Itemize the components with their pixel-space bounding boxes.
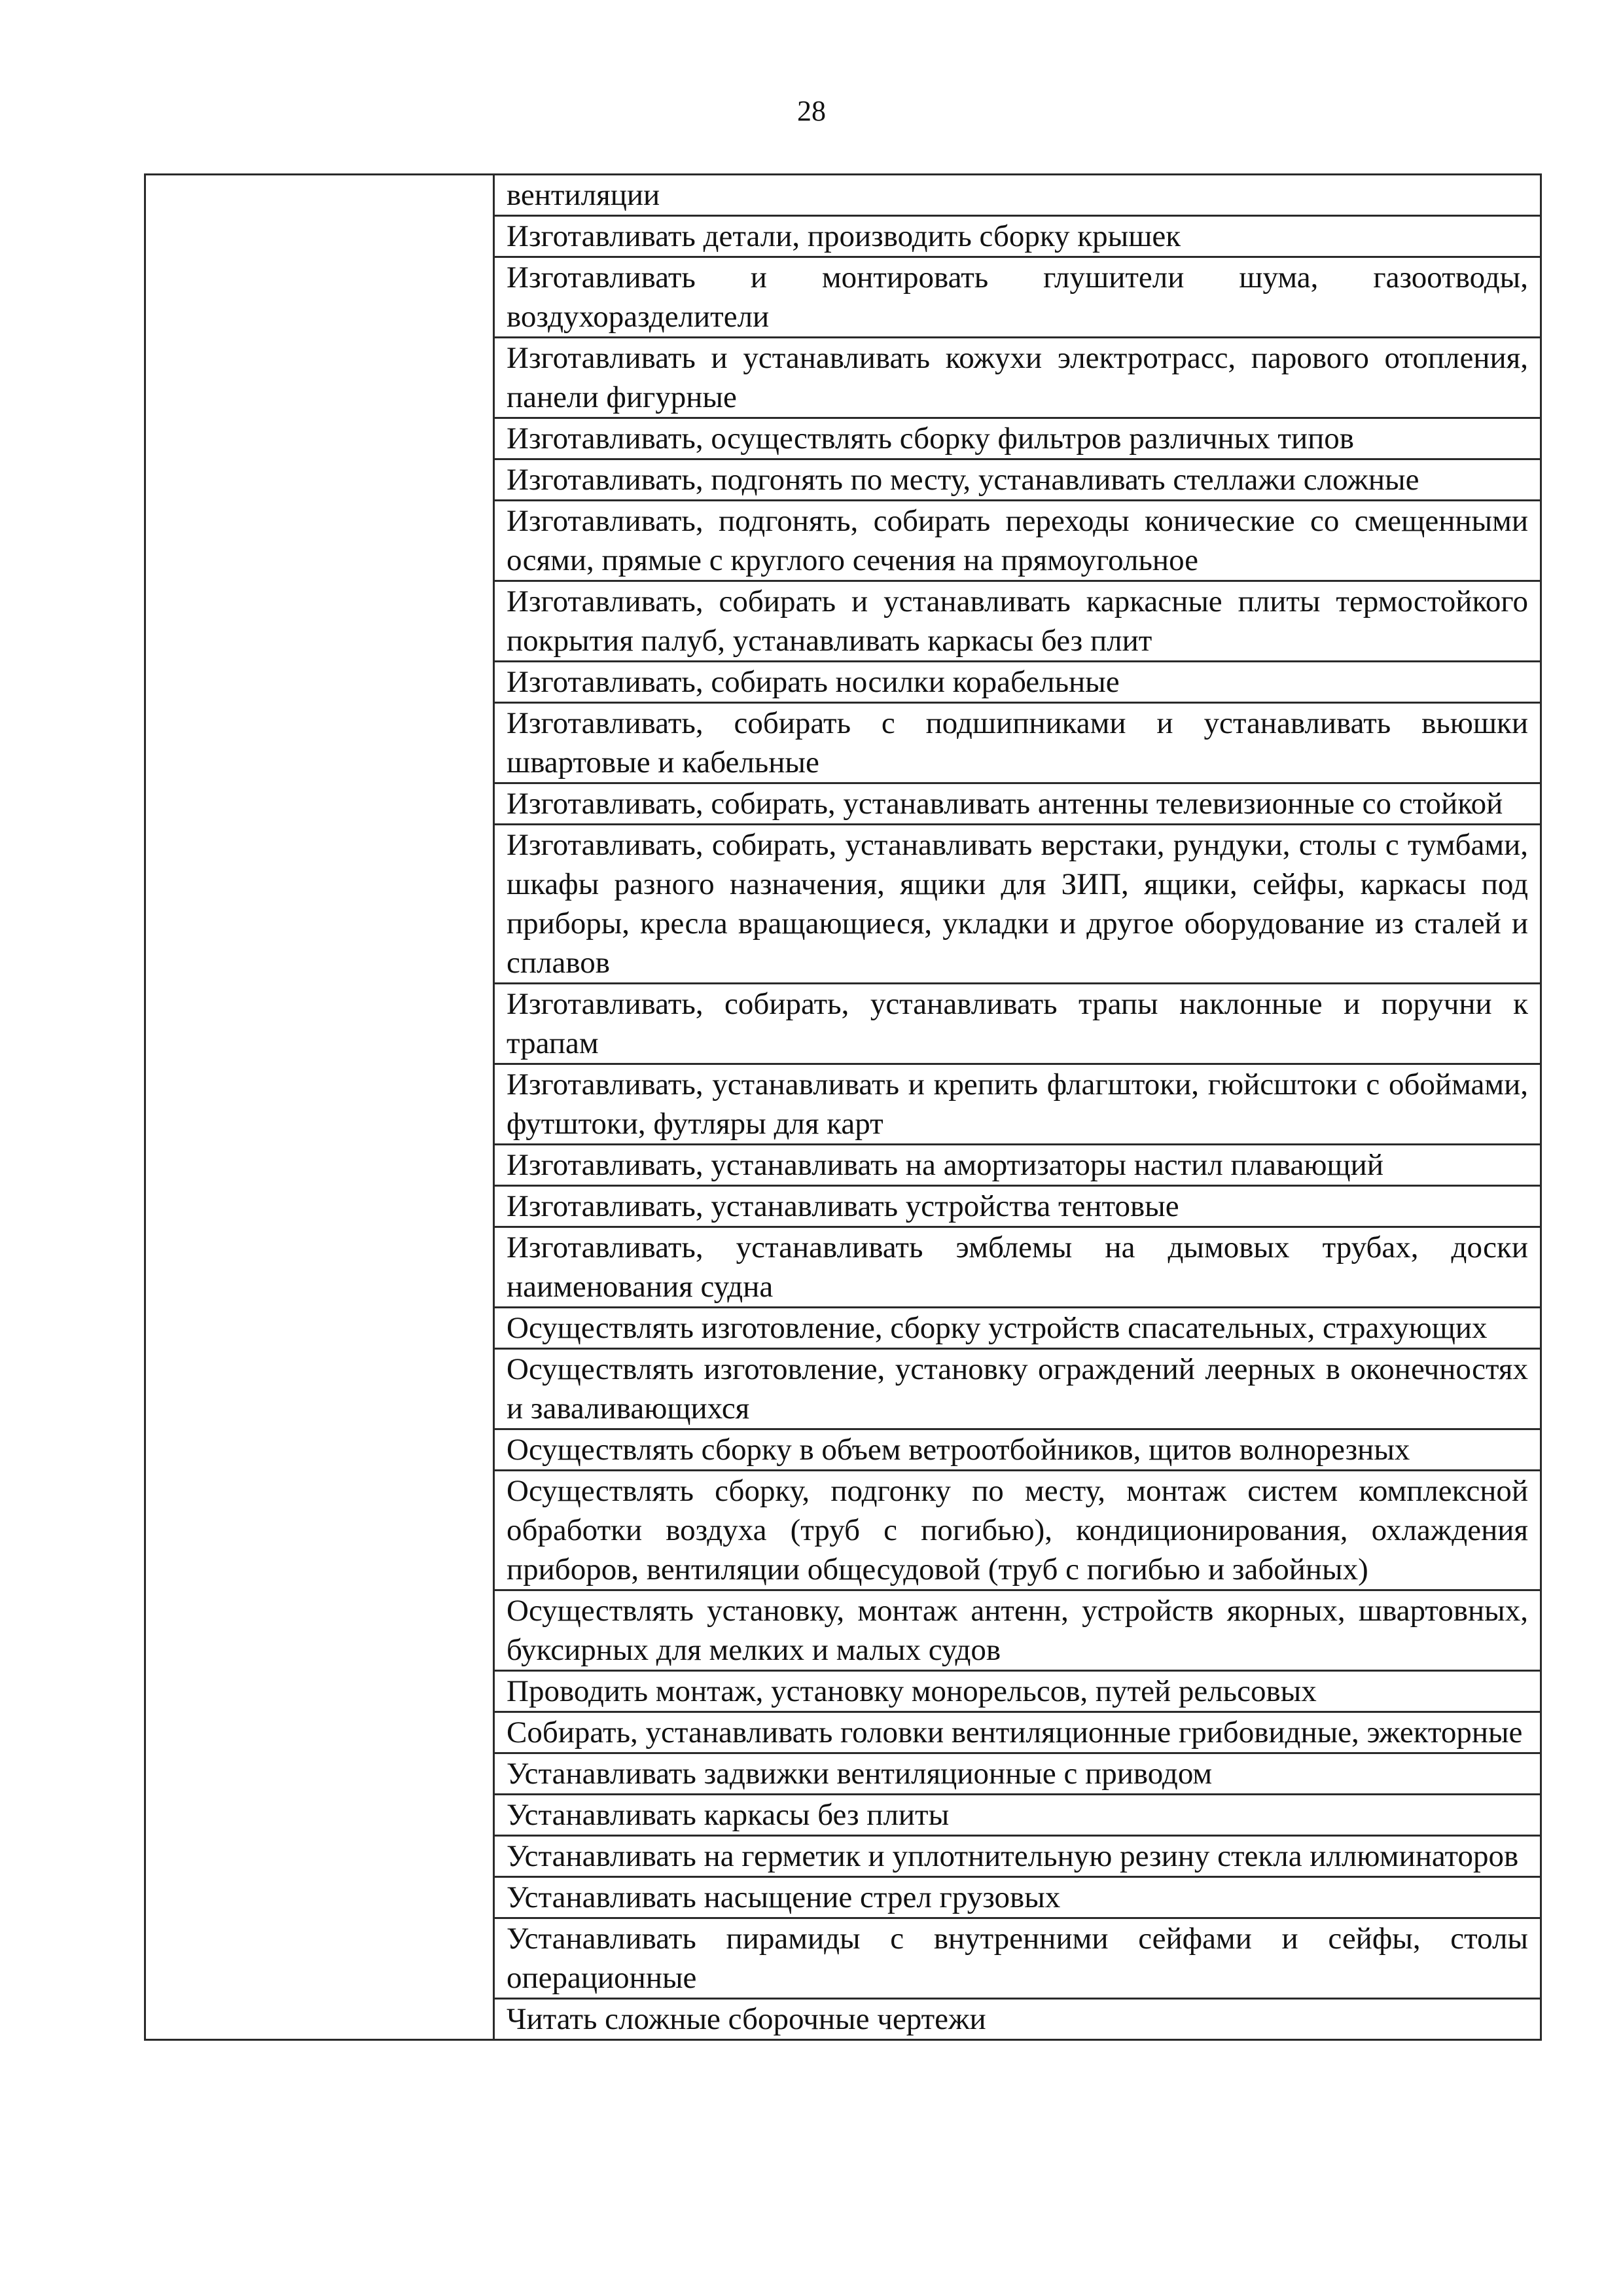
skill-cell: Осуществлять сборку, подгонку по месту, монтаж систем комплексной обработки воздуха (труб с погибью), кондиционирования, охлаждения приборов, вентиляции общесудовой (труб с погибью и забойных) [495, 1471, 1540, 1590]
skill-cell: Изготавливать и монтировать глушители шума, газоотводы, воздухоразделители [495, 257, 1540, 338]
skill-cell: Изготавливать, собирать, устанавливать трапы наклонные и поручни к трапам [495, 984, 1540, 1064]
skill-cell: Собирать, устанавливать головки вентиляционные грибовидные, эжекторные [495, 1712, 1540, 1753]
table-row [495, 662, 1540, 703]
table-row [495, 783, 1540, 825]
skill-cell: Изготавливать, устанавливать устройства тентовые [495, 1186, 1540, 1227]
skill-cell: Устанавливать каркасы без плиты [495, 1795, 1540, 1836]
skill-cell: Устанавливать на герметик и уплотнительную резину стекла иллюминаторов [495, 1836, 1540, 1877]
skill-cell: Осуществлять изготовление, сборку устройств спасательных, страхующих [495, 1308, 1540, 1349]
table-row [495, 984, 1540, 1064]
table-row [495, 459, 1540, 501]
skills-list-body [495, 175, 1540, 2039]
competency-table [144, 173, 1542, 2041]
table-row [495, 1836, 1540, 1877]
skill-cell: Изготавливать, подгонять, собирать переходы конические со смещенными осями, прямые с круглого сечения на прямоугольное [495, 501, 1540, 581]
table-row [495, 418, 1540, 459]
skill-cell: Изготавливать, собирать, устанавливать антенны телевизионные со стойкой [495, 783, 1540, 825]
table-row [495, 1918, 1540, 1999]
skill-cell: Изготавливать, собирать носилки корабельные [495, 662, 1540, 703]
skill-cell: Проводить монтаж, установку монорельсов, путей рельсовых [495, 1671, 1540, 1712]
table-row [495, 1064, 1540, 1145]
page-number: 28 [797, 95, 826, 127]
skill-cell: Изготавливать, устанавливать и крепить флагштоки, гюйсштоки с обоймами, футштоки, футляры для карт [495, 1064, 1540, 1145]
table-row [495, 175, 1540, 216]
skill-cell: Изготавливать детали, производить сборку крышек [495, 216, 1540, 257]
skill-cell: Читать сложные сборочные чертежи [495, 1999, 1540, 2039]
table-row [495, 1795, 1540, 1836]
table-row [495, 216, 1540, 257]
skill-cell: Изготавливать, собирать и устанавливать каркасные плиты термостойкого покрытия палуб, устанавливать каркасы без плит [495, 581, 1540, 662]
skill-cell: Изготавливать, осуществлять сборку фильтров различных типов [495, 418, 1540, 459]
table-row [495, 581, 1540, 662]
table-row [495, 1349, 1540, 1429]
table-row [495, 1145, 1540, 1186]
table-row [495, 1671, 1540, 1712]
table-row [495, 501, 1540, 581]
table-row [495, 1999, 1540, 2039]
left-column-cell [145, 175, 494, 2040]
skill-cell: Осуществлять сборку в объем ветроотбойников, щитов волнорезных [495, 1429, 1540, 1471]
skill-cell: вентиляции [507, 178, 660, 212]
table-row [495, 1186, 1540, 1227]
table-row [495, 1227, 1540, 1308]
skill-cell: Изготавливать, устанавливать эмблемы на дымовых трубах, доски наименования судна [495, 1227, 1540, 1308]
table-row [495, 1429, 1540, 1471]
right-column-cell [494, 175, 1541, 2040]
table-row [495, 1712, 1540, 1753]
skill-cell: Устанавливать задвижки вентиляционные с приводом [495, 1753, 1540, 1795]
skill-cell: Изготавливать, устанавливать на амортизаторы настил плавающий [495, 1145, 1540, 1186]
table-row [495, 1590, 1540, 1671]
skill-cell: Изготавливать, подгонять по месту, устанавливать стеллажи сложные [495, 459, 1540, 501]
skill-cell: Изготавливать и устанавливать кожухи электротрасс, парового отопления, панели фигурные [495, 338, 1540, 418]
skill-cell: Устанавливать пирамиды с внутренними сейфами и сейфы, столы операционные [495, 1918, 1540, 1999]
table-row [495, 1308, 1540, 1349]
table-row [495, 1753, 1540, 1795]
skill-cell: Устанавливать насыщение стрел грузовых [495, 1877, 1540, 1918]
skill-cell: Осуществлять изготовление, установку ограждений леерных в оконечностях и заваливающихся [495, 1349, 1540, 1429]
table-row [495, 1471, 1540, 1590]
table-row [495, 1877, 1540, 1918]
skill-cell: Осуществлять установку, монтаж антенн, устройств якорных, швартовных, буксирных для мелких и малых судов [495, 1590, 1540, 1671]
table-row [495, 338, 1540, 418]
skill-cell: Изготавливать, собирать с подшипниками и устанавливать вьюшки швартовые и кабельные [495, 703, 1540, 783]
table-row [495, 703, 1540, 783]
table-row [495, 257, 1540, 338]
skill-cell: Изготавливать, собирать, устанавливать верстаки, рундуки, столы с тумбами, шкафы разного назначения, ящики для ЗИП, ящики, сейфы, каркасы под приборы, кресла вращающиеся, укладки и другое оборудование из сталей и сплавов [495, 825, 1540, 984]
skills-list [495, 175, 1540, 2039]
table-row [495, 825, 1540, 984]
